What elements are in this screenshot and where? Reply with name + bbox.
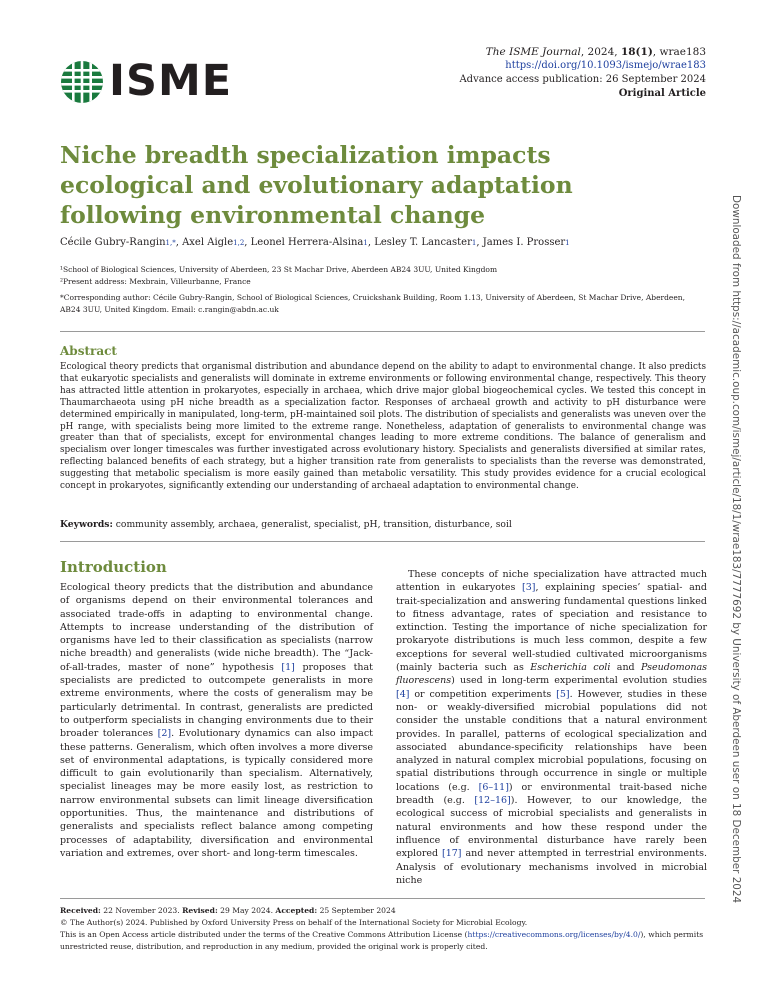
download-notice-text: Downloaded from https://academic.oup.com/ismej/article/18/1/wrae183/7777692 by University of Aberdeen user on 18 December 2024: [730, 195, 742, 904]
dates-line: Received: 22 November 2023. Revised: 29 May 2024. Accepted: 25 September 2024: [60, 906, 396, 915]
author-name: Cécile Gubry-Rangin: [60, 237, 166, 248]
keywords-label: Keywords:: [60, 519, 113, 530]
intro-column-right: These concepts of niche specialization have attracted much attention in eukaryotes [3], explaining species’ spatial- and trait-specialization and answering fundamental questions linked to fitness advantage, rates of speciation and resistance to extinction. Testing the importance of niche specialization for prokaryote distributions is much less common, despite a few exceptions for several well-studied cultivated microorganisms (mainly bacteria such as Escherichia coli and Pseudomonas fluorescens) used in long-term experimental evolution studies [4] or competition experiments [5]. However, studies in these non- or weakly-diversified microbial populations did not consider the unstable conditions that a natural environment provides. In parallel, patterns of ecological specialization and associated abundance-specificity relationships have been analyzed in natural complex microbial populations, focusing on spatial distributions through occurrence in single or multiple locations (e.g. [6–11]) or environmental trait-based niche breadth (e.g. [12–16]). However, to our knowledge, the ecological success of microbial specialists and generalists in natural environments and how these respond under the influence of environmental disturbance have rarely been explored [17] and never attempted in terrestrial environments. Analysis of evolutionary mechanisms involved in microbial niche: [396, 569, 707, 886]
citation-link[interactable]: [2]: [157, 728, 172, 740]
author-affiliation-marker: 1: [471, 239, 477, 247]
download-notice: [729, 195, 743, 985]
citation-link[interactable]: [1]: [281, 661, 295, 673]
introduction-heading: Introduction: [60, 558, 167, 576]
doi-link[interactable]: https://doi.org/10.1093/ismejo/wrae183: [505, 60, 706, 71]
article-footer: [60, 905, 710, 953]
divider: [60, 898, 705, 899]
license-text: This is an Open Access article distributed under the terms of the Creative Commons Attribution License (https://creativecommons.org/licenses/by/4.0/), which permits unrestricted reuse, distribution, and reproduction in any medium, provided the original work is properly cited.: [60, 930, 704, 951]
citation-link[interactable]: [17]: [442, 848, 462, 860]
affiliation-1: ¹School of Biological Sciences, University of Aberdeen, 23 St Machar Drive, Aberdeen AB24 3UU, United Kingdom: [60, 265, 498, 274]
affiliation-2: ²Present address: Mexbrain, Villeurbanne, France: [60, 277, 251, 286]
copyright-line: © The Author(s) 2024. Published by Oxford University Press on behalf of the International Society for Microbial Ecology.: [60, 918, 528, 927]
author-affiliation-marker: 1: [565, 239, 570, 247]
citation-line: The ISME Journal, 2024, 18(1), wrae183: [485, 46, 706, 58]
citation-link[interactable]: [4]: [396, 688, 410, 700]
keywords: [60, 519, 706, 531]
author-name: James I. Prosser: [482, 237, 566, 248]
citation-link[interactable]: [6–11]: [478, 781, 509, 793]
affiliations: [60, 264, 700, 288]
article-type: Original Article: [618, 88, 706, 99]
species-name: Escherichia coli: [530, 662, 611, 674]
citation-link[interactable]: [12–16]: [474, 795, 511, 807]
author-name: Leonel Herrera-Alsina: [250, 237, 364, 248]
isme-logo: [60, 58, 245, 106]
article-title: Niche breadth specialization impacts ecological and evolutionary adaptation following environmental change: [60, 141, 573, 229]
author-affiliation-marker: 1: [363, 239, 368, 247]
globe-icon: [60, 60, 104, 104]
divider: [60, 331, 705, 332]
divider: [60, 541, 705, 542]
corresponding-author: *Corresponding author: Cécile Gubry-Rangin, School of Biological Sciences, Cruickshank Building, Room 1.13, University of Aberdeen, St Machar Drive, Aberdeen, AB24 3UU, United Kingdom. Email: c.rangin@abdn.ac.uk: [60, 293, 685, 314]
author-name: Axel Aigle: [182, 237, 234, 248]
volume-issue: 18(1): [620, 46, 653, 58]
citation-link[interactable]: [5]: [556, 688, 570, 700]
author-affiliation-marker: 1,2: [233, 239, 245, 247]
author-name: Lesley T. Lancaster: [374, 237, 472, 248]
abstract-text: Ecological theory predicts that organismal distribution and abundance depend on the ability to adapt to environmental change. It also predicts that eukaryotic specialists and generalists will dominate in extreme environments or following environmental change, respectively. This theory has attracted little attention in prokaryotes, especially in archaea, which drive major global biogeochemical cycles. We tested this concept in Thaumarchaeota using pH niche breadth as a specialization factor. Responses of archaeal growth and activity to pH disturbance were determined empirically in manipulated, long-term, pH-maintained soil plots. The distribution of specialists and generalists was uneven over the pH range, with specialists being more limited to the extreme range. Nonetheless, adaptation of generalists to environmental change was greater than that of specialists, except for environmental changes leading to more extreme conditions. The balance of generalism and specialism over longer timescales was further investigated across evolutionary history. Specialists and generalists diversified at similar rates, reflecting balanced benefits of each strategy, but a higher transition rate from generalists to specialists than the reverse was demonstrated, suggesting that metabolic specialism is more easily gained than metabolic versatility. This study provides evidence for a crucial ecological concept in prokaryotes, significantly extending our understanding of archaeal adaptation to environmental change.: [60, 362, 706, 492]
citation-link[interactable]: [3]: [521, 582, 536, 594]
author-affiliation-marker: 1,*: [165, 239, 176, 247]
abstract-heading: Abstract: [60, 344, 117, 358]
logo-wordmark: ISME: [109, 56, 233, 106]
author-list: Cécile Gubry-Rangin$^{1,*}$, Axel Aigle$^{1,2}$, Leonel Herrera-Alsina$^1$, Lesley T. Lancaster$^1$, James I. Prosser$^1$: [60, 237, 570, 248]
species-name: Pseudomonas fluorescens: [396, 662, 707, 687]
journal-header: [459, 45, 706, 101]
intro-column-left: Ecological theory predicts that the distribution and abundance of organisms depend on their environmental tolerances and associated trade-offs in adapting to environmental change. Attempts to increase understanding of the distribution of organisms have led to their classification as specialists (narrow niche breadth) and generalists (wide niche breadth). The “Jack-of-all-trades, master of none” hypothesis [1] proposes that specialists are predicted to outcompete generalists in more extreme environments, where the costs of generalism may be particularly detrimental. In contrast, generalists are predicted to outperform specialists in changing environments due to their broader tolerances [2]. Evolutionary dynamics can also impact these patterns. Generalism, which often involves a more diverse set of environmental adaptations, is typically considered more difficult to gain evolutionarily than specialism. Alternatively, specialist lineages may be more easily lost, as restriction to narrow environmental subsets can limit lineage diversification opportunities. Thus, the maintenance and distributions of generalists and specialists reflect balance among competing processes of adaptability, diversification and environmental variation and extremes, over short- and long-term timescales.: [60, 582, 373, 859]
license-link[interactable]: https://creativecommons.org/licenses/by/4.0/: [467, 930, 641, 939]
keywords-list: community assembly, archaea, generalist, specialist, pH, transition, disturbance, soil: [112, 519, 512, 530]
journal-name: The ISME Journal: [485, 46, 581, 58]
advance-access: Advance access publication: 26 September 2024: [459, 74, 706, 85]
